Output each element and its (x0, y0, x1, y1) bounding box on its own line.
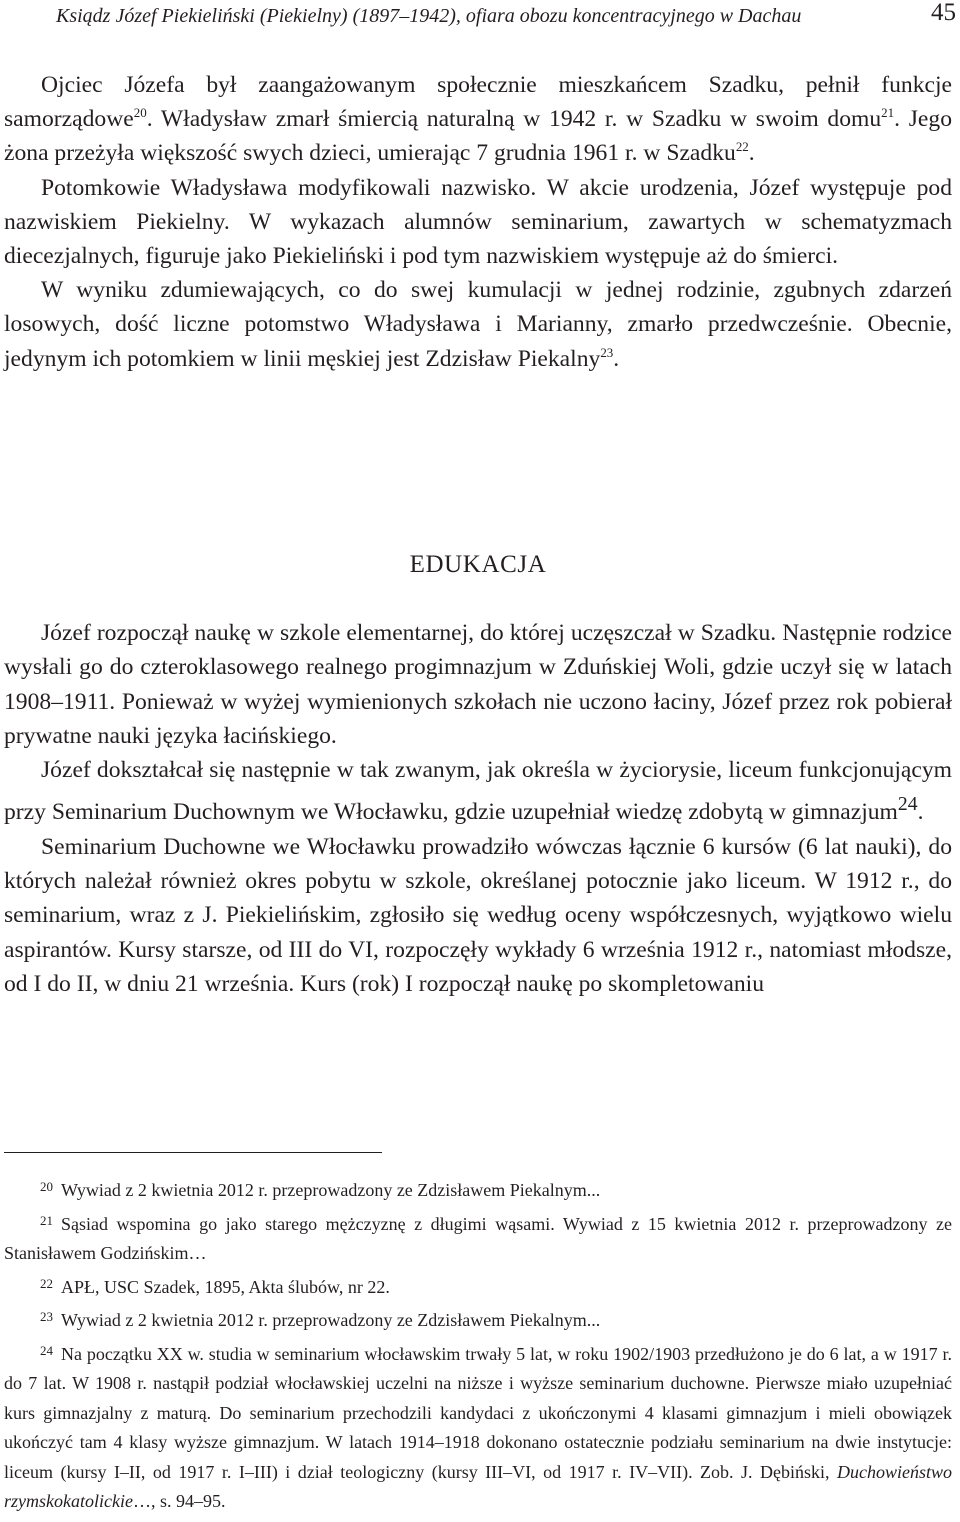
footnote-number: 22 (40, 1275, 53, 1291)
paragraph: Potomkowie Władysława modyfikowali nazwisko. W akcie urodzenia, Józef występuje pod nazwiskiem Piekielny. W wykazach alumnów seminarium, zawartych w schematyzmach diecezjalnych, figuruje jako Piekieliński i pod tym nazwiskiem występuje aż do śmierci. (4, 174, 952, 270)
paragraph: Józef rozpoczął naukę w szkole elementarnej, do której uczęszczał w Szadku. Następnie rodzice wysłali go do czteroklasowego realnego progimnazjum w Zduńskiej Woli, gdzie uczył się w latach 1908–1911. Ponieważ w wyżej wymienionych szkołach nie uczono łaciny, Józef przez rok pobierał prywatne nauki języka łacińskiego. (4, 620, 952, 749)
paragraph: Józef dokształcał się następnie w tak zwanym, jak określa w życiorysie, liceum funkcjonującym przy Seminarium Duchownym we Włocławku, gdzie uzupełniał wiedzę zdobytą w gimnazjum$^{24}$. (4, 757, 952, 826)
book-title: Duchowieństwo rzymskokatolickie (4, 1461, 952, 1511)
footnote-number: 23 (40, 1309, 53, 1324)
footnote: $^{20}$ Wywiad z 2 kwietnia 2012 r. przeprowadzony ze Zdzisławem Piekalnym... (40, 1179, 601, 1200)
footnote: $^{24}$ Na początku XX w. studia w seminarium włocławskim trwały 5 lat, w roku 1902/1903 przedłużono je do 6 lat, a w 1917 r. do 7 lat. W 1908 r. nastąpił podział włocławskiej uczelni na niższe i wyższe seminarium duchowne. Pierwsze miało uzupełniać kurs gimnazjalny z maturą. Do seminarium przechodzili kandydaci z ukończonymi 4 klasami gimnazjum i mieli obowiązek ukończyć tam 4 klasy wyższe gimnazjum. W latach 1914–1918 dokonano ostatecznie podziału seminarium na dwie instytucje: liceum (kursy I–II, od 1917 r. I–III) i dział teologiczny (kursy III–VI, od 1917 r. IV–VII). Zob. J. Dębiński, Duchowieństwo rzymskokatolickie…, s. 94–95. (4, 1342, 952, 1511)
footnote-number: 24 (40, 1342, 53, 1358)
section-body (4, 616, 952, 1001)
footnote-ref[interactable]: 22 (735, 139, 749, 155)
footnote-separator (4, 1152, 382, 1153)
paragraph: Seminarium Duchowne we Włocławku prowadziło wówczas łącznie 6 kursów (6 lat nauki), do których należał również okres pobytu w szkole, określanej potocznie jako liceum. W 1912 r., do seminarium, wraz z J. Piekielińskim, zgłosiło się według oceny współczesnych, wyjątkowo wielu aspirantów. Kursy starsze, od III do VI, rozpoczęły wykłady 6 września 1912 r., natomiast młodsze, od I do II, w dniu 21 września. Kurs (rok) I rozpoczął naukę po skompletowaniu (4, 833, 952, 997)
footnote-ref[interactable]: 20 (133, 105, 147, 121)
footnote-number: 21 (40, 1212, 53, 1228)
running-head (56, 0, 956, 34)
section-heading: EDUKACJA (409, 551, 547, 578)
footnote: $^{22}$ APŁ, USC Szadek, 1895, Akta ślubów, nr 22. (40, 1275, 390, 1297)
page-number: 45 (931, 0, 956, 26)
footnote: $^{23}$ Wywiad z 2 kwietnia 2012 r. przeprowadzony ze Zdzisławem Piekalnym... (40, 1309, 601, 1330)
footnotes (4, 1172, 952, 1517)
footnote-ref[interactable]: 24 (897, 793, 918, 816)
footnote: $^{21}$ Sąsiad wspomina go jako starego mężczyznę z długimi wąsami. Wywiad z 15 kwietnia 2012 r. przeprowadzony ze Stanisławem Godzińskim… (4, 1212, 952, 1263)
footnote-ref[interactable]: 23 (600, 344, 614, 360)
paragraph: Ojciec Józefa był zaangażowanym społecznie mieszkańcem Szadku, pełnił funkcje samorządowe$^{20}$. Władysław zmarł śmiercią naturalną w 1942 r. w Szadku w swoim domu$^{21}$. Jego żona przeżyła większość swych dzieci, umierając 7 grudnia 1961 r. w Szadku$^{22}$. (4, 72, 953, 167)
footnote-number: 20 (40, 1179, 53, 1194)
intro-body (4, 68, 952, 376)
paragraph: W wyniku zdumiewających, co do swej kumulacji w jednej rodzinie, zgubnych zdarzeń losowych, dość liczne potomstwo Władysława i Marianny, zmarło przedwcześnie. Obecnie, jedynym ich potomkiem w linii męskiej jest Zdzisław Piekalny$^{23}$. (4, 277, 952, 372)
footnote-ref[interactable]: 21 (881, 105, 895, 121)
running-head-title: Ksiądz Józef Piekieliński (Piekielny) (1897–1942), ofiara obozu koncentracyjnego w Dachau (56, 5, 802, 27)
